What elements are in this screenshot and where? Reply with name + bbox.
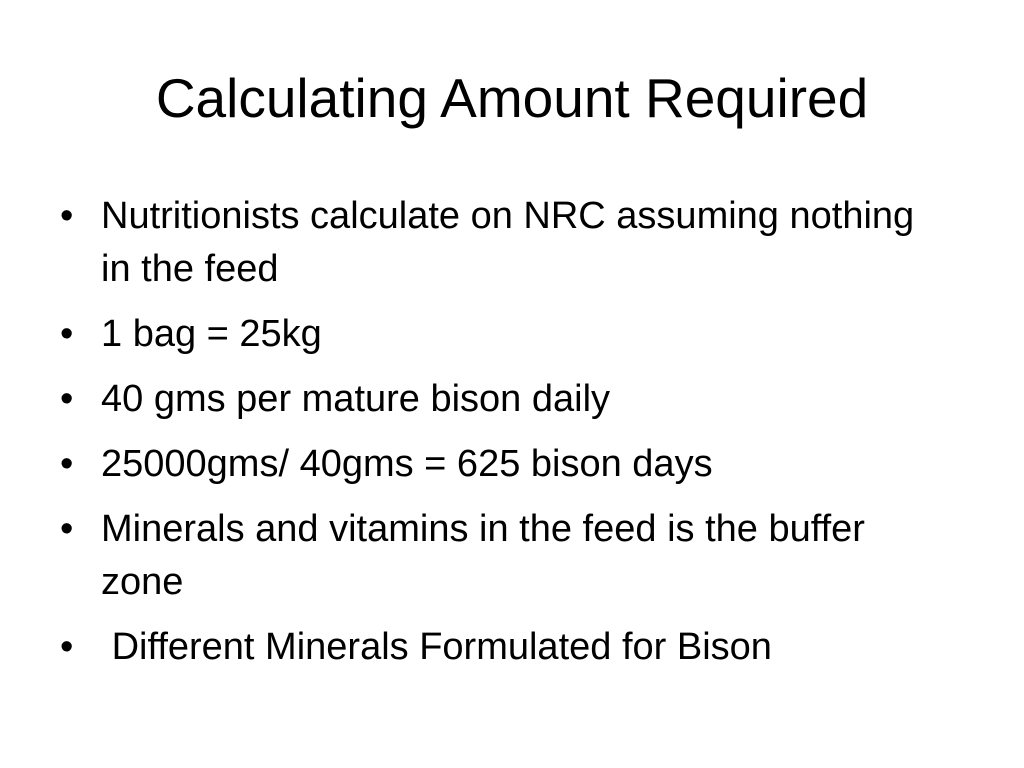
bullet-item: [0, 190, 1024, 296]
bullet-icon: •: [60, 626, 74, 668]
bullet-text: 1 bag = 25kg: [101, 313, 322, 355]
bullet-text: Minerals and vitamins in the feed is the buffer zone: [101, 508, 876, 603]
bullet-icon: •: [60, 195, 74, 237]
bullet-item: [0, 503, 1024, 609]
slide-title: Calculating Amount Required: [155, 67, 869, 129]
bullet-list: [0, 190, 1024, 686]
bullet-item: [0, 621, 1024, 674]
bullet-text: Nutritionists calculate on NRC assuming nothing in the feed: [101, 195, 925, 290]
bullet-item: [0, 308, 1024, 361]
bullet-text: 40 gms per mature bison daily: [101, 378, 611, 420]
bullet-icon: •: [60, 508, 74, 550]
bullet-text: Different Minerals Formulated for Bison: [101, 626, 772, 668]
bullet-icon: •: [60, 443, 74, 485]
bullet-item: [0, 373, 1024, 426]
bullet-icon: •: [60, 378, 74, 420]
bullet-icon: •: [60, 313, 74, 355]
bullet-text: 25000gms/ 40gms = 625 bison days: [101, 443, 713, 485]
bullet-item: [0, 438, 1024, 491]
